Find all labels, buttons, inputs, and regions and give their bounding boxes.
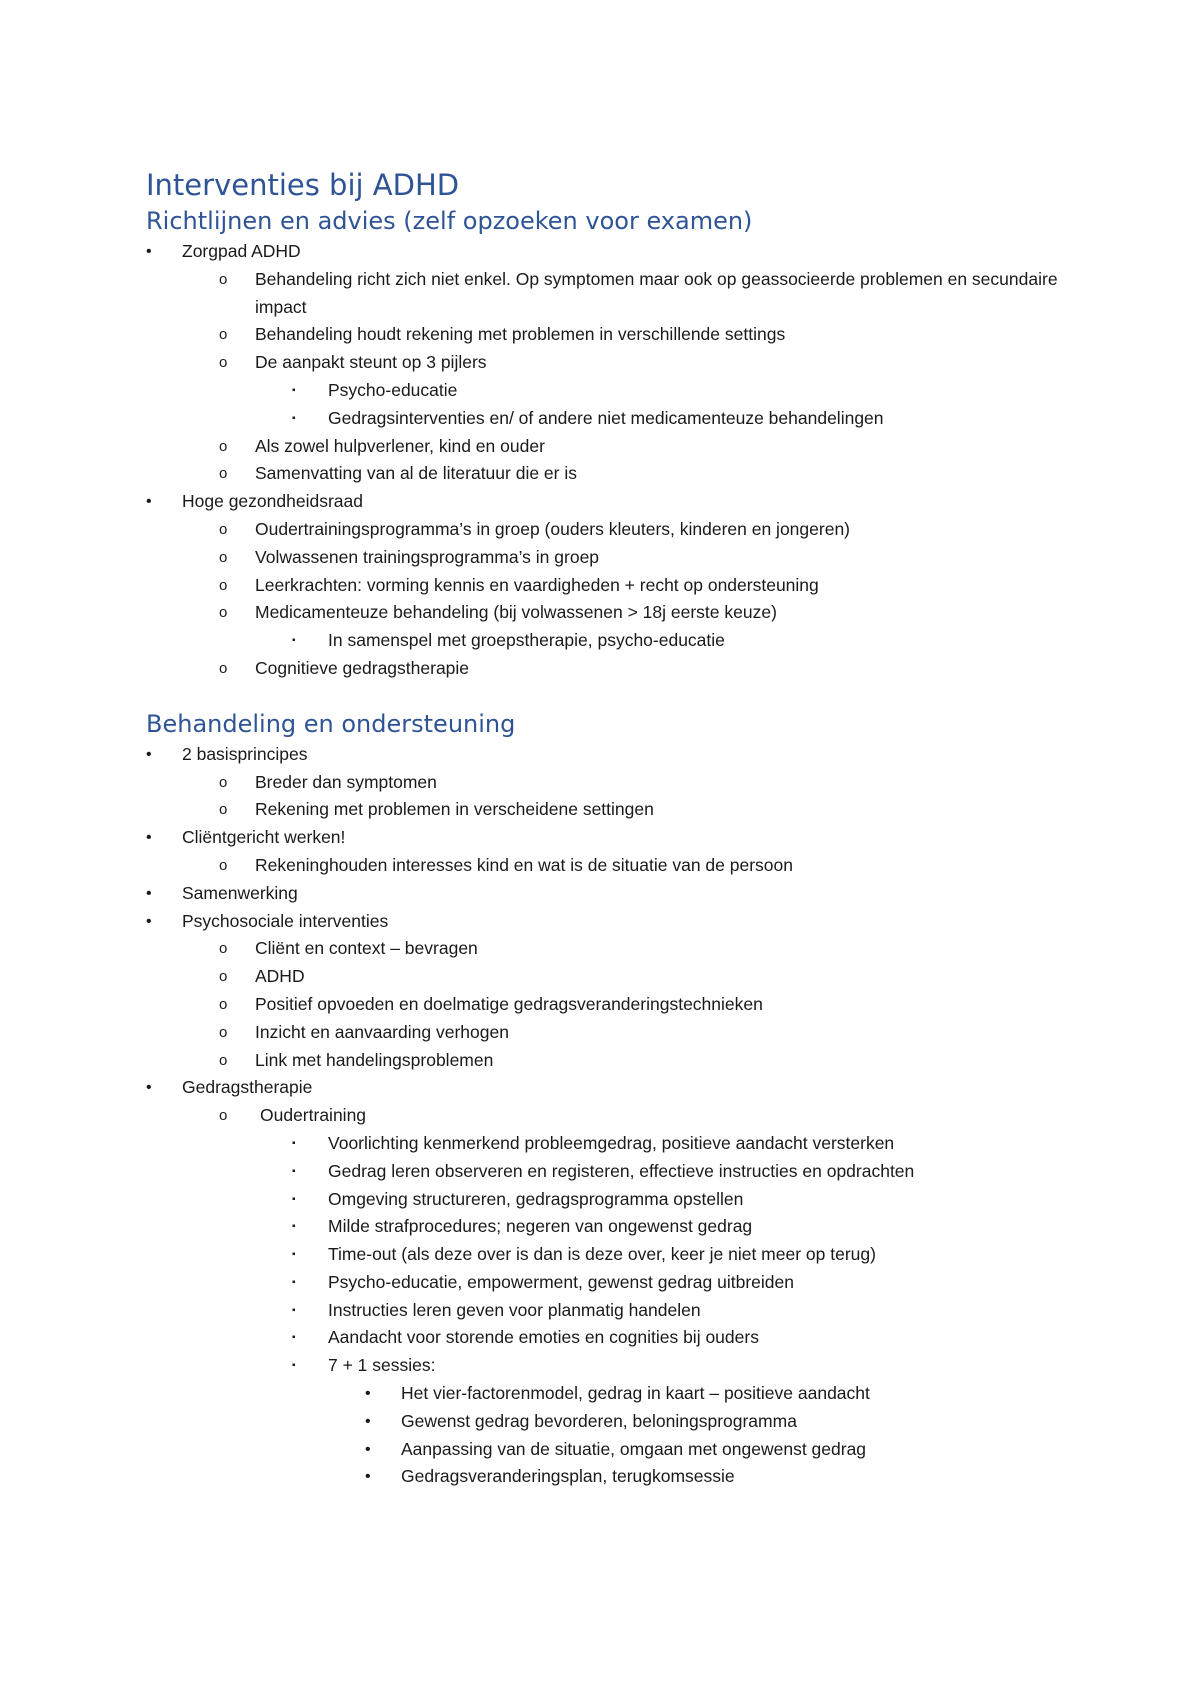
list-item-text: In samenspel met groepstherapie, psycho-educatie	[328, 630, 725, 651]
list-item-text: 7 + 1 sessies:	[328, 1355, 436, 1376]
list-item-level-4	[146, 1408, 1086, 1436]
list-item-level-3	[146, 377, 1086, 405]
list-item-text: Leerkrachten: vorming kennis en vaardigheden + recht op ondersteuning	[255, 574, 819, 595]
list-item-level-2	[146, 266, 1086, 322]
bullet-icon: o	[219, 437, 228, 455]
list-item-text: Milde strafprocedures; negeren van ongewenst gedrag	[328, 1216, 753, 1237]
list-item-text: Behandeling houdt rekening met problemen in verschillende settings	[255, 324, 786, 345]
list-item-text: Gedrag leren observeren en registeren, effectieve instructies en opdrachten	[328, 1160, 915, 1181]
richtlijnen-list	[146, 238, 1086, 683]
bullet-icon: o	[219, 995, 228, 1013]
bullet-icon: ▪	[292, 1165, 296, 1177]
list-item-text: Psycho-educatie, empowerment, gewenst gedrag uitbreiden	[328, 1271, 794, 1292]
list-item-level-3	[146, 1213, 1086, 1241]
bullet-icon: ▪	[292, 1304, 296, 1316]
list-item-text: Als zowel hulpverlener, kind en ouder	[255, 435, 545, 456]
bullet-icon: o	[219, 326, 228, 344]
list-item-text: Gedragsinterventies en/ of andere niet medicamenteuze behandelingen	[328, 407, 884, 428]
list-item-level-3	[146, 1130, 1086, 1158]
list-item-text: De aanpakt steunt op 3 pijlers	[255, 352, 487, 373]
list-item-level-2	[146, 963, 1086, 991]
list-item-level-2	[146, 935, 1086, 963]
list-item-level-1	[146, 1074, 1086, 1102]
list-item-text: Hoge gezondheidsraad	[182, 491, 363, 512]
bullet-icon: o	[219, 576, 228, 594]
list-item-level-2	[146, 991, 1086, 1019]
list-item-level-2	[146, 1019, 1086, 1047]
list-item-level-3	[146, 1269, 1086, 1297]
list-item-level-2	[146, 460, 1086, 488]
list-item-text: Rekeninghouden interesses kind en wat is de situatie van de persoon	[255, 854, 793, 875]
bullet-icon: o	[219, 520, 228, 538]
list-item-level-1	[146, 880, 1086, 908]
list-item-text: Medicamenteuze behandeling (bij volwassenen > 18j eerste keuze)	[255, 602, 777, 623]
list-item-text: Aandacht voor storende emoties en cognities bij ouders	[328, 1327, 759, 1348]
list-item-text: Oudertraining	[260, 1105, 367, 1126]
list-item-level-4	[146, 1436, 1086, 1464]
document-title: Interventies bij ADHD	[146, 168, 460, 202]
list-item-level-2	[146, 433, 1086, 461]
list-item-level-2	[146, 852, 1086, 880]
section-heading-richtlijnen: Richtlijnen en advies (zelf opzoeken voor examen)	[146, 207, 753, 235]
bullet-icon: •	[365, 1412, 371, 1430]
list-item-text: Voorlichting kenmerkend probleemgedrag, positieve aandacht versterken	[328, 1132, 895, 1153]
section-heading-behandeling: Behandeling en ondersteuning	[146, 709, 516, 738]
bullet-icon: ▪	[292, 1193, 296, 1205]
bullet-icon: •	[146, 884, 152, 902]
list-item-level-1	[146, 238, 1086, 266]
bullet-icon: o	[219, 1051, 228, 1069]
bullet-icon: •	[365, 1468, 371, 1486]
list-item-level-2	[146, 349, 1086, 377]
bullet-icon: o	[219, 659, 228, 677]
list-item-text: Psycho-educatie	[328, 379, 458, 400]
bullet-icon: ▪	[292, 384, 296, 396]
list-item-level-3	[146, 1297, 1086, 1325]
list-item-text: Samenvatting van al de literatuur die er is	[255, 463, 577, 484]
list-item-level-3	[146, 1186, 1086, 1214]
behandeling-list	[146, 741, 1086, 1492]
list-item-text: 2 basisprincipes	[182, 743, 308, 764]
list-item-level-2	[146, 655, 1086, 683]
list-item-text: Omgeving structureren, gedragsprogramma opstellen	[328, 1188, 744, 1209]
list-item-level-3	[146, 1158, 1086, 1186]
bullet-icon: ▪	[292, 1221, 296, 1233]
list-item-text: Cognitieve gedragstherapie	[255, 657, 470, 678]
list-item-level-2	[146, 1047, 1086, 1075]
list-item-level-2	[146, 516, 1086, 544]
bullet-icon: o	[219, 548, 228, 566]
list-item-level-3	[146, 627, 1086, 655]
bullet-icon: o	[219, 1107, 228, 1125]
bullet-icon: •	[365, 1385, 371, 1403]
list-item-text: Samenwerking	[182, 882, 298, 903]
bullet-icon: o	[219, 270, 228, 288]
list-item-text: Cliëntgericht werken!	[182, 827, 346, 848]
list-item-text: Cliënt en context – bevragen	[255, 938, 478, 959]
bullet-icon: •	[146, 493, 152, 511]
list-item-level-1	[146, 488, 1086, 516]
list-item-level-4	[146, 1380, 1086, 1408]
bullet-icon: o	[219, 773, 228, 791]
list-item-text: Oudertrainingsprogramma’s in groep (ouders kleuters, kinderen en jongeren)	[255, 518, 850, 539]
document-content	[146, 166, 1086, 1491]
list-item-level-2	[146, 544, 1086, 572]
bullet-icon: •	[146, 1079, 152, 1097]
list-item-text: ADHD	[255, 966, 305, 987]
bullet-icon: •	[146, 243, 152, 260]
bullet-icon: ▪	[292, 635, 296, 647]
list-item-level-3	[146, 1324, 1086, 1352]
list-item-level-3	[146, 1352, 1086, 1380]
list-item-level-2	[146, 1102, 1086, 1130]
list-item-level-3	[146, 405, 1086, 433]
list-item-text: Inzicht en aanvaarding verhogen	[255, 1021, 509, 1042]
list-item-level-2	[146, 572, 1086, 600]
bullet-icon: o	[219, 856, 228, 874]
bullet-icon: o	[219, 354, 228, 372]
list-item-text: Gewenst gedrag bevorderen, beloningsprogramma	[401, 1410, 797, 1431]
bullet-icon: •	[146, 912, 152, 930]
list-item-text: Instructies leren geven voor planmatig handelen	[328, 1299, 701, 1320]
list-item-level-1	[146, 908, 1086, 936]
bullet-icon: •	[146, 829, 152, 847]
list-item-level-2	[146, 599, 1086, 627]
list-item-text: Positief opvoeden en doelmatige gedragsveranderingstechnieken	[255, 993, 763, 1014]
bullet-icon: ▪	[292, 1332, 296, 1344]
list-item-text: Het vier-factorenmodel, gedrag in kaart – positieve aandacht	[401, 1383, 870, 1404]
list-item-level-2	[146, 769, 1086, 797]
bullet-icon: o	[219, 465, 228, 483]
list-item-text: Behandeling richt zich niet enkel. Op symptomen maar ook op geassocieerde problemen en secundaire impact	[255, 268, 1058, 317]
bullet-icon: o	[219, 604, 228, 622]
list-item-text: Link met handelingsproblemen	[255, 1049, 494, 1070]
bullet-icon: •	[146, 745, 152, 763]
bullet-icon: o	[219, 801, 228, 819]
bullet-icon: o	[219, 968, 228, 986]
list-item-text: Breder dan symptomen	[255, 771, 437, 792]
bullet-icon: ▪	[292, 1137, 296, 1149]
list-item-text: Psychosociale interventies	[182, 910, 389, 931]
list-item-text: Gedragstherapie	[182, 1077, 313, 1098]
list-item-level-4	[146, 1463, 1086, 1491]
bullet-icon: ▪	[292, 1249, 296, 1261]
bullet-icon: ▪	[292, 1360, 296, 1372]
bullet-icon: o	[219, 940, 228, 958]
list-item-text: Gedragsveranderingsplan, terugkomsessie	[401, 1466, 735, 1487]
list-item-level-1	[146, 741, 1086, 769]
list-item-text: Zorgpad ADHD	[182, 241, 301, 261]
bullet-icon: ▪	[292, 1276, 296, 1288]
bullet-icon: ▪	[292, 412, 296, 424]
list-item-level-2	[146, 796, 1086, 824]
bullet-icon: o	[219, 1023, 228, 1041]
list-item-level-3	[146, 1241, 1086, 1269]
list-item-text: Rekening met problemen in verscheidene settingen	[255, 799, 654, 820]
list-item-text: Volwassenen trainingsprogramma’s in groep	[255, 546, 600, 567]
list-item-level-2	[146, 321, 1086, 349]
list-item-text: Time-out (als deze over is dan is deze over, keer je niet meer op terug)	[328, 1244, 876, 1265]
list-item-text: Aanpassing van de situatie, omgaan met ongewenst gedrag	[401, 1438, 867, 1459]
list-item-level-1	[146, 824, 1086, 852]
bullet-icon: •	[365, 1440, 371, 1458]
